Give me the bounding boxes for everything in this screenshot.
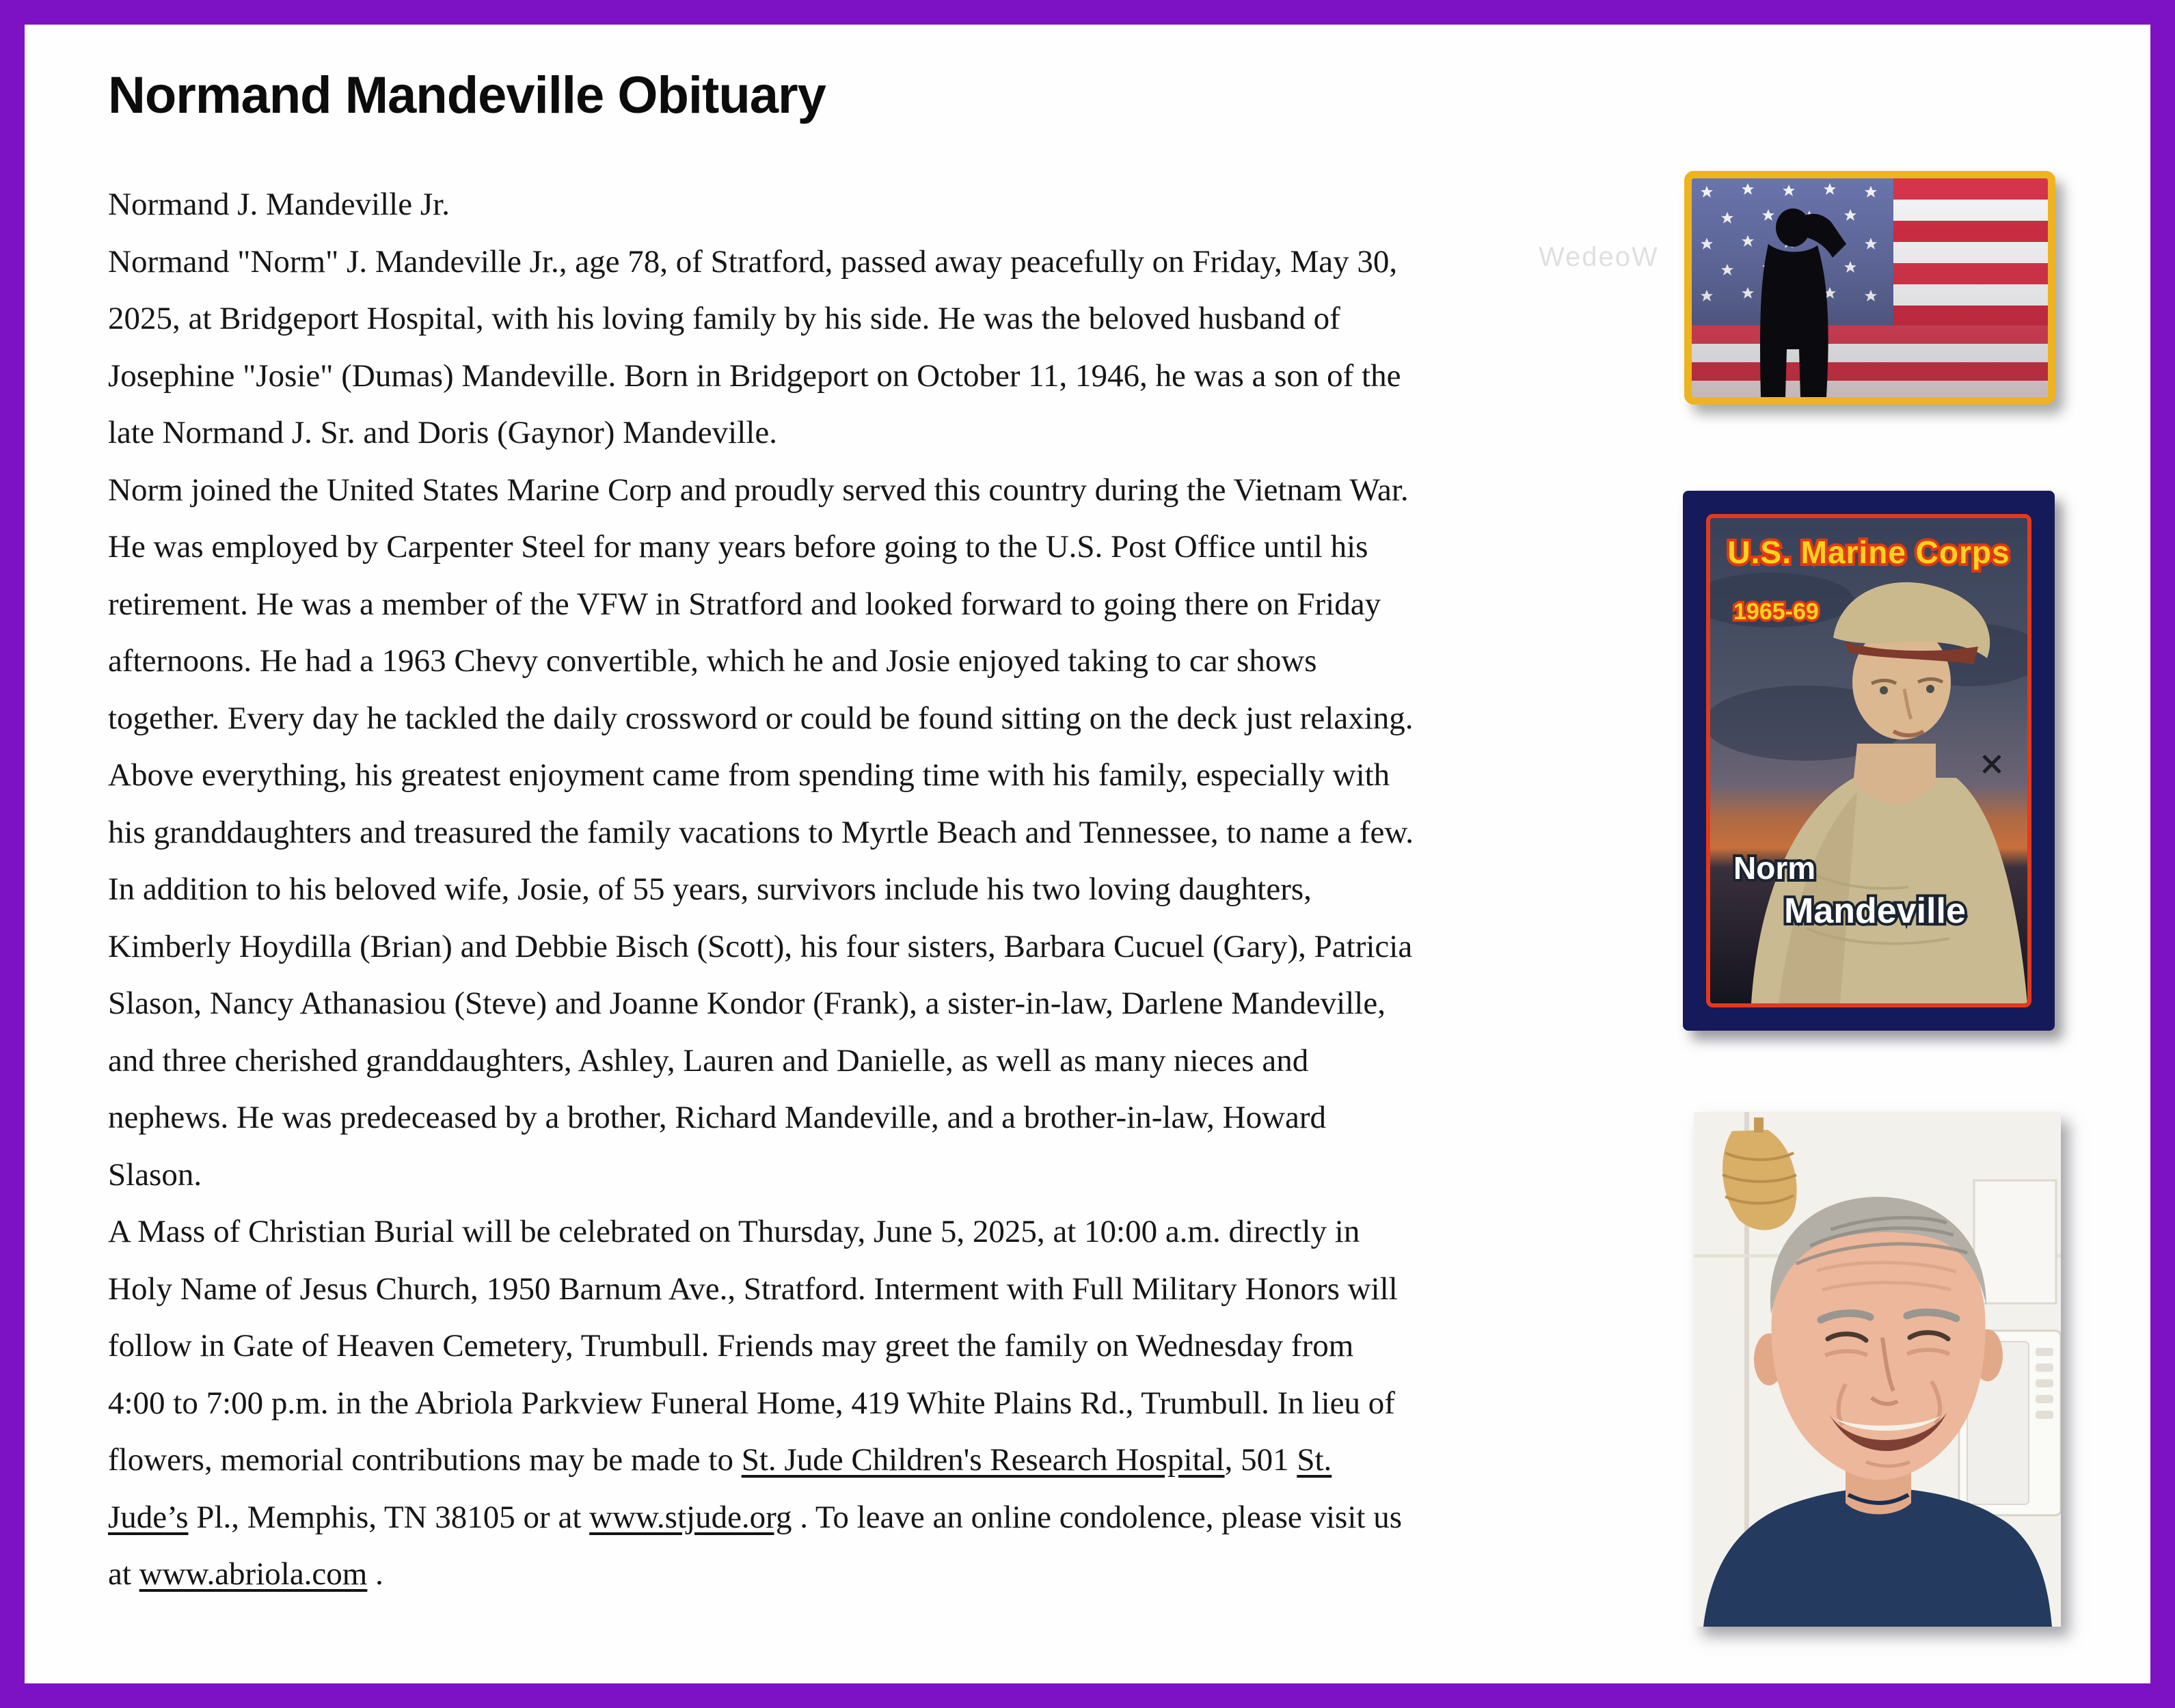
text-line — [108, 176, 1653, 234]
text-line — [108, 348, 1653, 405]
portrait-graphic — [1694, 1112, 2061, 1627]
text-line — [108, 1432, 1653, 1489]
text-line — [108, 1261, 1653, 1318]
text-line — [108, 405, 1653, 462]
scan-ghost-text: WedeoW — [1539, 242, 1659, 272]
text-run: Kimberly Hoydilla (Brian) and Debbie Bisch (Scott), his four sisters, Barbara Cucuel (Gary), Patricia — [108, 928, 1413, 964]
text-run: . To leave an online condolence, please visit us — [792, 1499, 1402, 1535]
text-line — [108, 519, 1653, 576]
text-run: 4:00 to 7:00 p.m. in the Abriola Parkview Funeral Home, 419 White Plains Rd., Trumbull. In lieu of — [108, 1385, 1395, 1421]
text-run: Normand J. Mandeville Jr. — [108, 187, 450, 222]
text-line — [108, 861, 1653, 919]
obituary-text — [108, 176, 1653, 1603]
page-title: Normand Mandeville Obituary — [108, 66, 826, 124]
text-line — [108, 576, 1653, 634]
text-run: Slason, Nancy Athanasiou (Steve) and Joanne Kondor (Frank), a sister-in-law, Darlene Mandeville, — [108, 986, 1386, 1021]
text-line — [108, 1089, 1653, 1147]
text-run: Norm joined the United States Marine Corp and proudly served this country during the Vietnam War. — [108, 472, 1409, 508]
text-run: He was employed by Carpenter Steel for many years before going to the U.S. Post Office until his — [108, 529, 1368, 565]
text-run: 2025, at Bridgeport Hospital, with his loving family by his side. He was the beloved husband of — [108, 301, 1340, 336]
text-run: at — [108, 1556, 139, 1592]
st-judes-place-link[interactable]: St. — [1297, 1442, 1332, 1478]
st-judes-place-link-continued[interactable]: Jude’s — [108, 1499, 189, 1535]
text-run: Holy Name of Jesus Church, 1950 Barnum Ave., Stratford. Interment with Full Military Honors will — [108, 1271, 1398, 1307]
text-run: Josephine "Josie" (Dumas) Mandeville. Born in Bridgeport on October 11, 1946, he was a son of the — [108, 357, 1401, 394]
text-line — [108, 747, 1653, 804]
text-run: his granddaughters and treasured the family vacations to Myrtle Beach and Tennessee, to name a few. — [108, 814, 1414, 850]
text-run: Normand "Norm" J. Mandeville Jr., age 78, of Stratford, passed away peacefully on Friday, May 30, — [108, 243, 1398, 280]
text-line — [108, 804, 1653, 862]
flag-graphic — [1692, 178, 2048, 397]
text-run: flowers, memorial contributions may be made to — [108, 1442, 742, 1478]
text-run: and three cherished granddaughters, Ashley, Lauren and Danielle, as well as many nieces and — [108, 1042, 1309, 1079]
marine-card-last-name: Mandeville — [1784, 891, 1966, 931]
text-line — [108, 1489, 1653, 1547]
text-run: retirement. He was a member of the VFW in Stratford and looked forward to going there on Friday — [108, 586, 1381, 622]
stjude-url-link[interactable]: www.stjude.org — [589, 1499, 792, 1535]
marine-card-first-name: Norm — [1733, 850, 1816, 886]
text-line — [108, 975, 1653, 1033]
portrait-photo — [1694, 1112, 2061, 1627]
text-run: follow in Gate of Heaven Cemetery, Trumbull. Friends may greet the family on Wednesday from — [108, 1328, 1354, 1364]
soldier-flag-photo — [1684, 171, 2055, 405]
abriola-url-link[interactable]: www.abriola.com — [139, 1556, 368, 1592]
text-run: Pl., Memphis, TN 38105 or at — [188, 1499, 590, 1535]
text-line — [108, 1147, 1653, 1204]
paper-page — [25, 25, 2150, 1683]
text-line — [108, 1375, 1653, 1433]
text-line — [108, 919, 1653, 976]
marine-card-graphic — [1710, 518, 2027, 1003]
text-run: afternoons. He had a 1963 Chevy convertible, which he and Josie enjoyed taking to car shows — [108, 643, 1317, 679]
text-line — [108, 633, 1653, 690]
text-line — [108, 462, 1653, 519]
text-run: . — [367, 1556, 383, 1592]
text-run: Slason. — [108, 1156, 202, 1193]
text-line — [108, 290, 1653, 348]
text-run: A Mass of Christian Burial will be celebrated on Thursday, June 5, 2025, at 10:00 a.m. directly in — [108, 1214, 1360, 1249]
text-run: , 501 — [1224, 1442, 1297, 1478]
marine-card-title: U.S. Marine Corps — [1727, 534, 2010, 570]
text-line — [108, 690, 1653, 748]
marine-card-inner — [1706, 514, 2031, 1007]
marine-card-years: 1965-69 — [1733, 599, 1819, 625]
text-line — [108, 1204, 1653, 1261]
text-line — [108, 234, 1653, 291]
marine-corps-card — [1683, 491, 2055, 1031]
text-line — [108, 1033, 1653, 1090]
text-run: nephews. He was predeceased by a brother, Richard Mandeville, and a brother-in-law, Howard — [108, 1100, 1327, 1135]
text-line — [108, 1546, 1653, 1603]
st-jude-hospital-link[interactable]: St. Jude Children's Research Hospital — [741, 1442, 1225, 1478]
text-run: In addition to his beloved wife, Josie, of 55 years, survivors include his two loving daughters, — [108, 871, 1312, 907]
text-run: late Normand J. Sr. and Doris (Gaynor) Mandeville. — [108, 415, 777, 450]
text-line — [108, 1318, 1653, 1375]
text-run: Above everything, his greatest enjoyment came from spending time with his family, especially with — [108, 757, 1390, 793]
flag-shading — [1692, 178, 2048, 397]
text-run: together. Every day he tackled the daily crossword or could be found sitting on the deck just relaxing. — [108, 700, 1414, 736]
